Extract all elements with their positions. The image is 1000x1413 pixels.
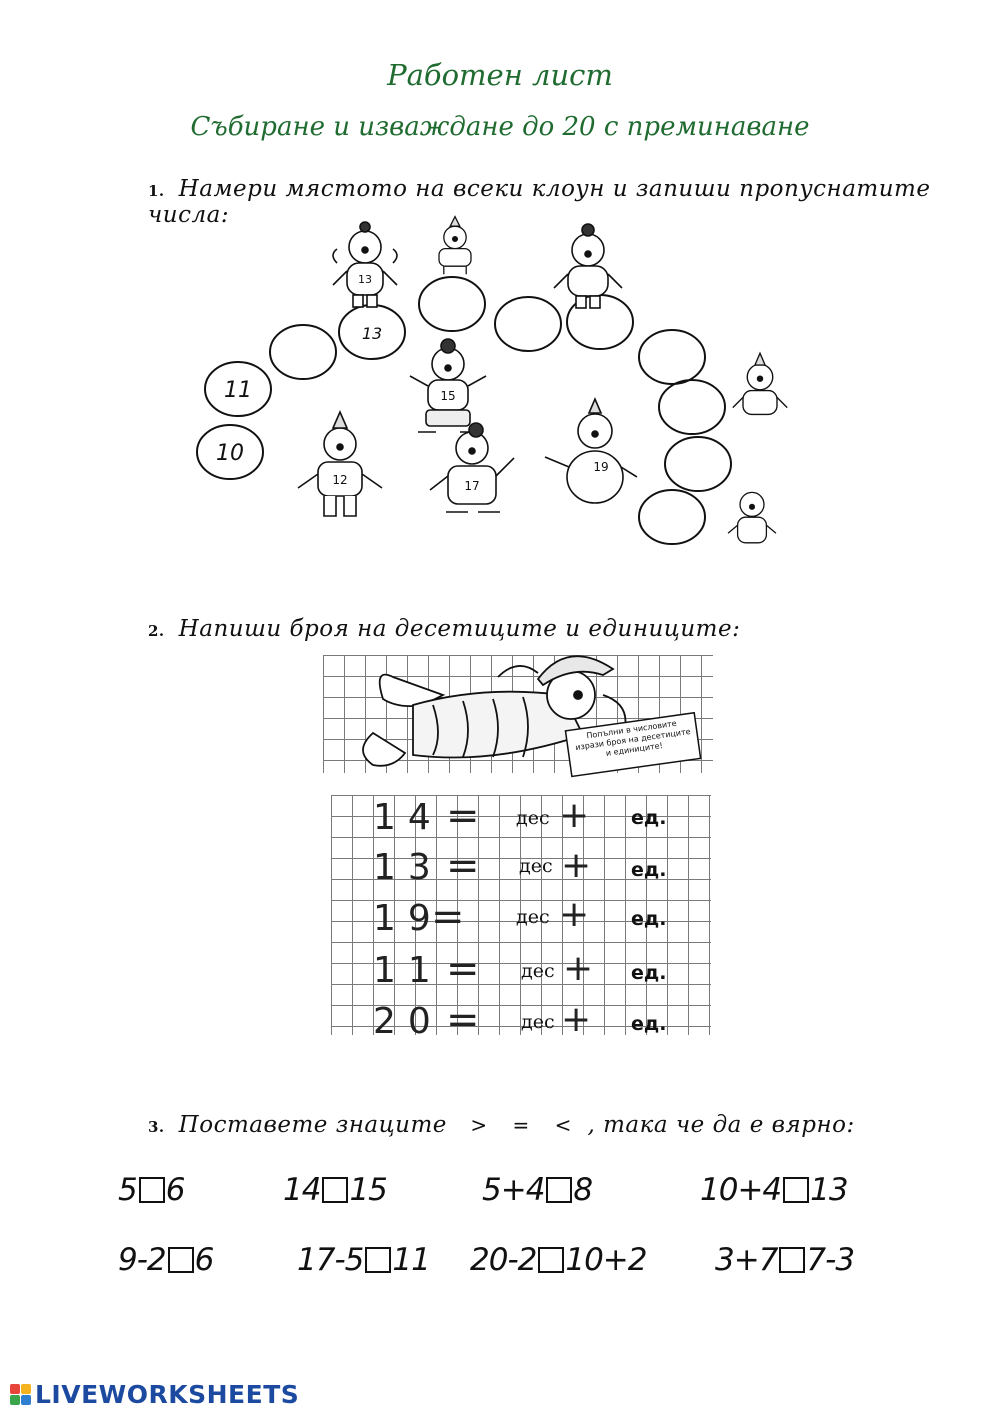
row-plus: + — [559, 894, 602, 935]
clown-icon — [545, 399, 637, 503]
row-tens-label: дес — [521, 1011, 555, 1033]
sign-answer-box[interactable] — [783, 1177, 809, 1203]
task-3-signs: > = < — [470, 1113, 572, 1137]
expression-right: 13 — [810, 1172, 848, 1208]
expression-left: 10+4 — [700, 1172, 782, 1208]
circle-label: 10 — [216, 441, 244, 466]
expression-right: 11 — [392, 1242, 430, 1278]
row-tens-label: дес — [521, 960, 555, 982]
row-equals: = — [446, 997, 492, 1043]
row-plus: + — [563, 948, 606, 989]
svg-text:15: 15 — [440, 389, 456, 403]
comparison-expression — [297, 1242, 430, 1278]
row-number: 20 — [373, 1001, 443, 1042]
circle-empty[interactable] — [665, 437, 731, 491]
expression-left: 3+7 — [715, 1242, 778, 1278]
clown-icon — [733, 353, 787, 414]
clown-icon — [554, 224, 622, 308]
clown-note-text: Попълни в числовите изрази броя на десетиците и единиците! — [574, 718, 692, 758]
clown-icon — [728, 492, 776, 542]
circle-empty[interactable] — [270, 325, 336, 379]
sign-answer-box[interactable] — [365, 1247, 391, 1273]
sign-answer-box[interactable] — [139, 1177, 165, 1203]
tens-ones-row — [331, 845, 711, 893]
sign-answer-box[interactable] — [538, 1247, 564, 1273]
comparison-expression — [715, 1242, 854, 1278]
expression-right: 8 — [573, 1172, 593, 1208]
row-plus: + — [561, 845, 604, 886]
expression-right: 10+2 — [565, 1242, 647, 1278]
circle-empty[interactable] — [639, 490, 705, 544]
svg-text:12: 12 — [332, 473, 348, 487]
liveworksheets-footer[interactable] — [10, 1380, 299, 1409]
row-number: 11 — [373, 950, 443, 991]
svg-text:17: 17 — [464, 479, 480, 493]
tens-ones-row — [331, 997, 711, 1043]
row-equals: = — [446, 793, 492, 839]
comparison-expression — [482, 1172, 592, 1208]
clown-icon — [333, 222, 397, 307]
row-ones-label: ед. — [631, 1013, 667, 1035]
clown-icon — [430, 423, 514, 512]
row-equals: = — [431, 894, 477, 940]
expression-right: 7-3 — [806, 1242, 855, 1278]
comparison-expression — [470, 1242, 647, 1278]
row-plus: + — [559, 795, 602, 836]
task-2-text: Напиши броя на десетиците и единиците: — [178, 616, 741, 642]
svg-text:19: 19 — [593, 460, 609, 474]
task-3-text: Поставете знаците — [178, 1112, 447, 1138]
task-3-number: 3. — [148, 1118, 165, 1136]
lying-clown-illustration — [323, 655, 713, 785]
row-ones-label: ед. — [631, 859, 667, 881]
row-number: 19 — [373, 898, 443, 939]
circle-empty[interactable] — [639, 330, 705, 384]
task-2-number: 2. — [148, 622, 165, 640]
tens-ones-row — [331, 948, 711, 996]
task-2-instruction — [148, 616, 740, 642]
liveworksheets-logo-icon — [10, 1384, 31, 1405]
clown-figures — [298, 217, 787, 543]
row-ones-label: ед. — [631, 962, 667, 984]
row-equals: = — [446, 843, 492, 889]
row-ones-label: ед. — [631, 807, 667, 829]
clown-icon — [298, 412, 382, 516]
svg-text:13: 13 — [358, 273, 372, 286]
expression-right: 6 — [165, 1172, 185, 1208]
row-number: 14 — [373, 797, 443, 838]
expression-left: 17-5 — [297, 1242, 364, 1278]
task-1-text: Намери мястото на всеки клоун и запиши пропуснатите числа: — [148, 176, 931, 228]
expression-left: 9-2 — [118, 1242, 166, 1278]
comparison-expression — [118, 1172, 184, 1208]
expression-left: 14 — [283, 1172, 321, 1208]
task-1-number: 1. — [148, 182, 165, 200]
sign-answer-box[interactable] — [546, 1177, 572, 1203]
row-ones-label: ед. — [631, 908, 667, 930]
row-plus: + — [561, 999, 604, 1040]
clown-shoe-icon — [363, 733, 405, 766]
expression-left: 5+4 — [482, 1172, 545, 1208]
task-3-instruction — [148, 1112, 855, 1138]
worksheet-title: Работен лист — [387, 58, 613, 92]
row-equals: = — [446, 946, 492, 992]
tens-ones-rows — [331, 793, 711, 1043]
sign-answer-box[interactable] — [322, 1177, 348, 1203]
comparison-expression — [700, 1172, 848, 1208]
expression-right: 15 — [349, 1172, 387, 1208]
circle-empty[interactable] — [659, 380, 725, 434]
row-tens-label: дес — [519, 855, 553, 877]
sign-answer-box[interactable] — [168, 1247, 194, 1273]
expression-left: 5 — [118, 1172, 137, 1208]
expression-left: 20-2 — [470, 1242, 537, 1278]
liveworksheets-brand: LIVEWORKSHEETS — [35, 1380, 300, 1409]
clown-icon — [410, 339, 486, 432]
comparison-expression — [283, 1172, 387, 1208]
comparison-expression — [118, 1242, 213, 1278]
circle-label: 11 — [224, 378, 252, 403]
row-number: 13 — [373, 847, 443, 888]
clown-icon — [439, 217, 471, 275]
clown-path-illustration — [190, 212, 820, 552]
circle-empty[interactable] — [419, 277, 485, 331]
tens-ones-row — [331, 795, 711, 843]
tens-ones-row — [331, 896, 711, 944]
expression-right: 6 — [194, 1242, 214, 1278]
worksheet-subtitle: Събиране и изваждане до 20 с преминаване — [190, 112, 810, 142]
row-tens-label: дес — [516, 906, 550, 928]
row-tens-label: дес — [516, 807, 550, 829]
sign-answer-box[interactable] — [779, 1247, 805, 1273]
task-3-text-end: , така че да е вярно: — [587, 1112, 855, 1138]
circle-label: 13 — [361, 324, 383, 343]
circle-empty[interactable] — [495, 297, 561, 351]
